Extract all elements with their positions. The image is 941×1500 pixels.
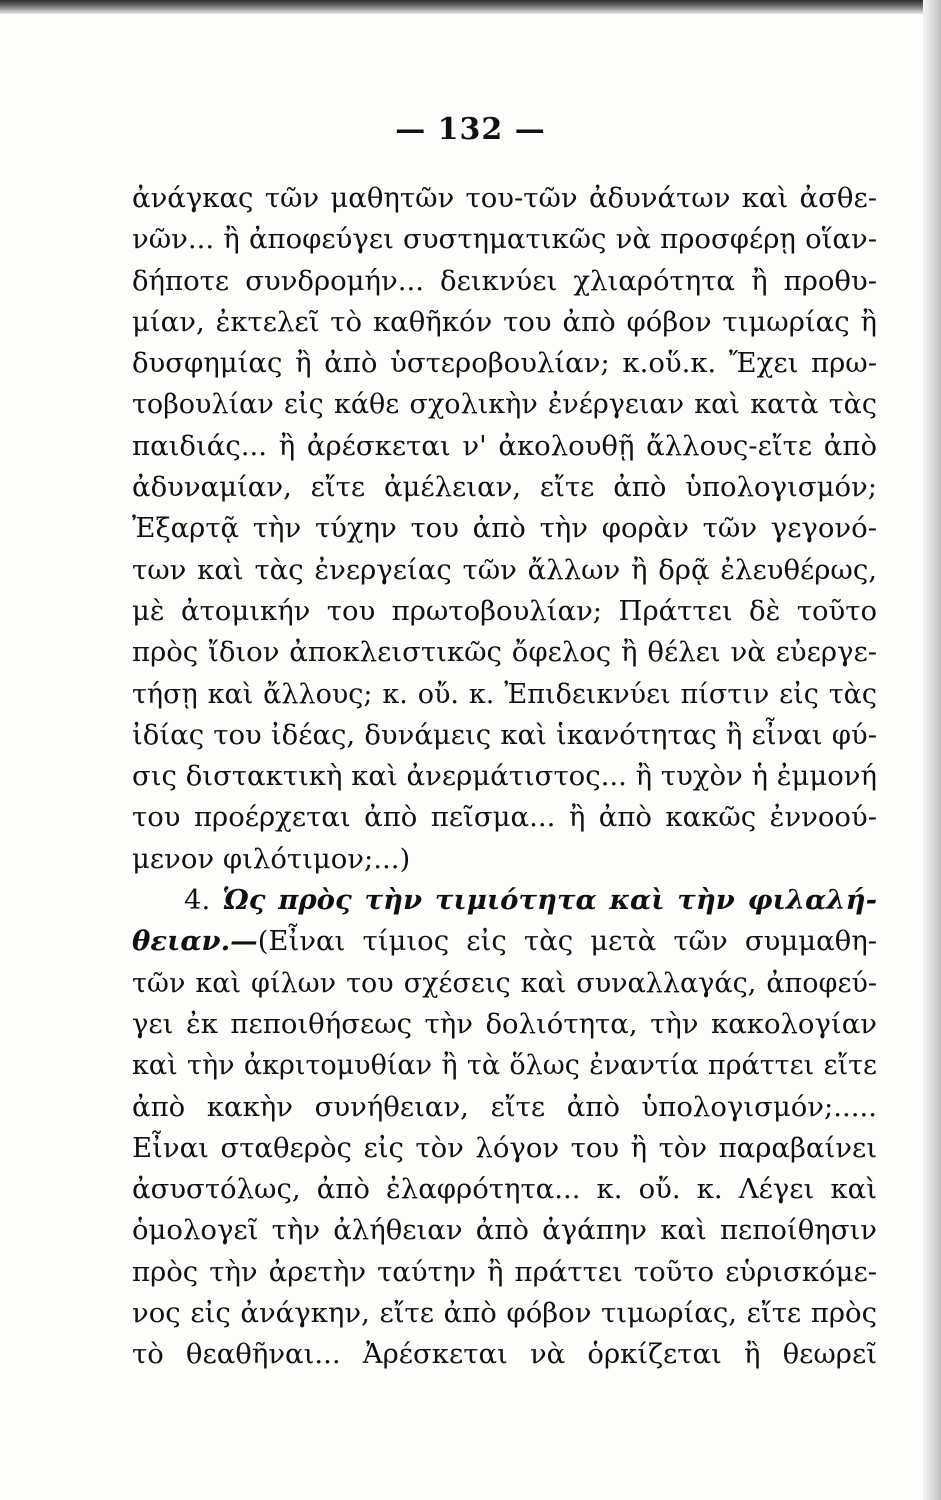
section-number: 4.	[184, 884, 211, 917]
text-line: Ἐξαρτᾷ τὴν τύχην του ἀπὸ τὴν φορὰν τῶν γεγονό-	[132, 512, 877, 545]
text-line: ἰδίας του ἰδέας, δυνάμεις καὶ ἱκανότητας ἢ εἶναι φύ-	[132, 718, 877, 751]
text-line: του προέρχεται ἀπὸ πεῖσμα... ἢ ἀπὸ κακῶς ἐννοού-	[132, 801, 877, 834]
text-line: των καὶ τὰς ἐνεργείας τῶν ἄλλων ἢ δρᾷ ἐλευθέρως,	[132, 553, 877, 586]
text-line: νος εἰς ἀνάγκην, εἴτε ἀπὸ φόβον τιμωρίας, εἴτε πρὸς	[132, 1297, 877, 1330]
text-line: νῶν... ἢ ἀποφεύγει συστηματικῶς νὰ προσφέρῃ οἵαν-	[132, 223, 877, 256]
body-text	[132, 178, 877, 1376]
text-line: καὶ τὴν ἀκριτομυθίαν ἢ τὰ ὅλως ἐναντία πράττει εἴτε	[132, 1050, 877, 1082]
page-right-edge	[923, 0, 941, 1500]
section-heading: Ὡς πρὸς τὴν τιμιότητα καὶ τὴν φιλαλή-	[222, 884, 877, 917]
text-line: ἀπὸ κακὴν συνήθειαν, εἴτε ἀπὸ ὑπολογισμόν;.....	[132, 1090, 877, 1123]
text-line: τήσῃ καὶ ἄλλους; κ. οὔ. κ. Ἐπιδεικνύει πίστιν εἰς τὰς	[132, 678, 877, 710]
page-number: — 132 —	[395, 112, 546, 147]
text-line: δυσφημίας ἢ ἀπὸ ὑστεροβουλίαν; κ.οὕ.κ. Ἔχει πρω-	[132, 347, 877, 380]
text-line: ἀδυναμίαν, εἴτε ἀμέλειαν, εἴτε ἀπὸ ὑπολογισμόν;	[132, 471, 877, 504]
text-line: παιδιάς... ἢ ἀρέσκεται ν' ἀκολουθῇ ἄλλους-εἴτε ἀπὸ	[132, 429, 877, 462]
text-line: μὲ ἀτομικήν του πρωτοβουλίαν; Πράττει δὲ τοῦτο	[132, 594, 877, 627]
section-heading-end: θειαν.—	[132, 925, 258, 958]
text-line: ἀνάγκας τῶν μαθητῶν του-τῶν ἀδυνάτων καὶ ἀσθε-	[132, 182, 877, 214]
text-line: Εἶναι σταθερὸς εἰς τὸν λόγον του ἢ τὸν παραβαίνει	[132, 1131, 877, 1164]
text-line: τὸ θεαθῆναι... Ἀρέσκεται νὰ ὁρκίζεται ἢ θεωρεῖ	[132, 1338, 877, 1371]
text-line: μίαν, ἐκτελεῖ τὸ καθῆκόν του ἀπὸ φόβον τιμωρίας ἢ	[132, 305, 877, 338]
text-line: γει ἐκ πεποιθήσεως τὴν δολιότητα, τὴν κακολογίαν	[132, 1007, 877, 1040]
text-line: ἀσυστόλως, ἀπὸ ἐλαφρότητα... κ. οὔ. κ. Λέγει καὶ	[132, 1173, 877, 1206]
text-line: ὁμολογεῖ τὴν ἀλήθειαν ἀπὸ ἀγάπην καὶ πεποίθησιν	[132, 1214, 877, 1247]
section-heading-line: θειαν.—(Εἶναι τίμιος εἰς τὰς μετὰ τῶν συμμαθη-	[132, 925, 877, 958]
text-line: μενον φιλότιμον;...)	[132, 842, 411, 875]
page-top-edge	[0, 0, 941, 14]
text-line: τῶν καὶ φίλων του σχέσεις καὶ συναλλαγάς, ἀποφεύ-	[132, 967, 877, 999]
text-line: πρὸς τὴν ἀρετὴν ταύτην ἢ πράττει τοῦτο εὑρισκόμε-	[132, 1255, 877, 1288]
text-line: σις διστακτικὴ καὶ ἀνερμάτιστος... ἢ τυχὸν ἡ ἐμμονή	[132, 760, 877, 793]
section-heading-line	[132, 880, 877, 921]
text-line: πρὸς ἴδιον ἀποκλειστικῶς ὄφελος ἢ θέλει νὰ εὐεργε-	[132, 636, 877, 669]
text-line: τοβουλίαν εἰς κάθε σχολικὴν ἐνέργειαν καὶ κατὰ τὰς	[132, 389, 877, 421]
text-line: δήποτε συνδρομήν... δεικνύει χλιαρότητα ἢ προθυ-	[132, 264, 877, 297]
